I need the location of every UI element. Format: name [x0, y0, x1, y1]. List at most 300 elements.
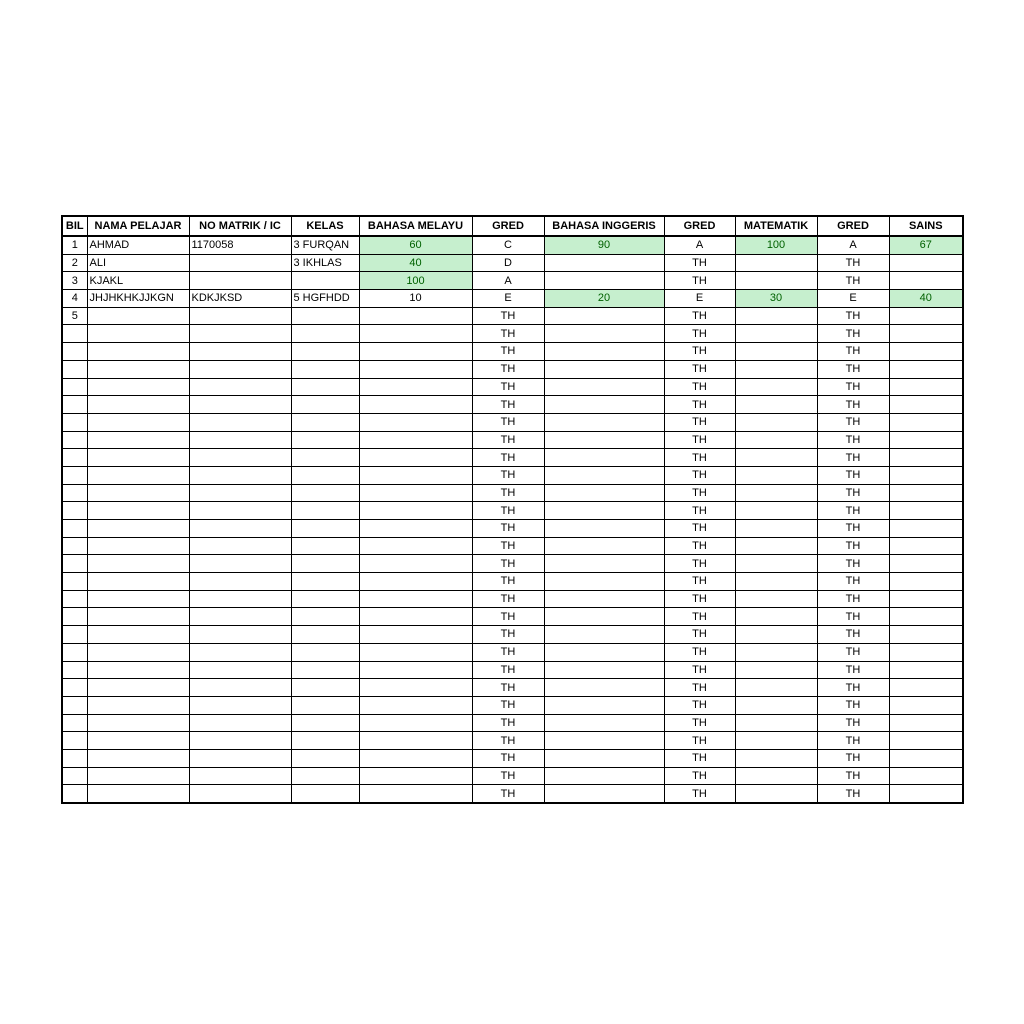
cell-bahasa-inggeris[interactable] — [544, 413, 664, 431]
cell-gred-mt[interactable]: TH — [817, 537, 889, 555]
cell-gred-bi[interactable]: TH — [664, 767, 735, 785]
cell-bahasa-melayu[interactable] — [359, 378, 472, 396]
cell-nama-pelajar[interactable] — [87, 749, 189, 767]
cell-kelas[interactable] — [291, 626, 359, 644]
cell-matematik[interactable] — [735, 449, 817, 467]
cell-sains[interactable]: 67 — [889, 236, 963, 254]
cell-bil[interactable] — [62, 749, 87, 767]
cell-gred-bi[interactable]: TH — [664, 431, 735, 449]
cell-gred-bi[interactable]: TH — [664, 785, 735, 803]
cell-bil[interactable] — [62, 396, 87, 414]
cell-kelas[interactable]: 5 HGFHDD — [291, 290, 359, 308]
cell-gred-bi[interactable]: E — [664, 290, 735, 308]
cell-gred-bi[interactable]: TH — [664, 696, 735, 714]
cell-bahasa-inggeris[interactable] — [544, 325, 664, 343]
cell-gred-bm[interactable]: TH — [472, 714, 544, 732]
cell-gred-bm[interactable]: TH — [472, 785, 544, 803]
cell-gred-bm[interactable]: TH — [472, 608, 544, 626]
cell-bahasa-inggeris[interactable] — [544, 484, 664, 502]
cell-bil[interactable] — [62, 520, 87, 538]
cell-matematik[interactable] — [735, 555, 817, 573]
cell-gred-bi[interactable]: TH — [664, 254, 735, 272]
cell-gred-mt[interactable]: TH — [817, 484, 889, 502]
cell-gred-mt[interactable]: TH — [817, 643, 889, 661]
cell-matematik[interactable] — [735, 590, 817, 608]
cell-kelas[interactable] — [291, 484, 359, 502]
cell-kelas[interactable] — [291, 520, 359, 538]
cell-bahasa-inggeris[interactable] — [544, 360, 664, 378]
cell-matematik[interactable] — [735, 537, 817, 555]
cell-no-matrik[interactable] — [189, 325, 291, 343]
cell-gred-bm[interactable]: TH — [472, 626, 544, 644]
cell-bahasa-melayu[interactable]: 40 — [359, 254, 472, 272]
cell-gred-bi[interactable]: TH — [664, 502, 735, 520]
cell-bahasa-melayu[interactable] — [359, 502, 472, 520]
cell-bahasa-inggeris[interactable] — [544, 254, 664, 272]
cell-bahasa-inggeris[interactable] — [544, 537, 664, 555]
cell-bil[interactable] — [62, 661, 87, 679]
cell-nama-pelajar[interactable] — [87, 520, 189, 538]
cell-gred-mt[interactable]: TH — [817, 714, 889, 732]
cell-no-matrik[interactable]: KDKJKSD — [189, 290, 291, 308]
cell-bil[interactable] — [62, 378, 87, 396]
cell-bahasa-inggeris[interactable] — [544, 679, 664, 697]
cell-no-matrik[interactable] — [189, 520, 291, 538]
cell-nama-pelajar[interactable]: ALI — [87, 254, 189, 272]
cell-gred-mt[interactable]: TH — [817, 396, 889, 414]
cell-bil[interactable] — [62, 608, 87, 626]
cell-gred-bm[interactable]: TH — [472, 325, 544, 343]
cell-kelas[interactable] — [291, 413, 359, 431]
cell-bahasa-melayu[interactable] — [359, 360, 472, 378]
cell-no-matrik[interactable] — [189, 431, 291, 449]
cell-nama-pelajar[interactable] — [87, 608, 189, 626]
cell-kelas[interactable] — [291, 696, 359, 714]
cell-kelas[interactable] — [291, 360, 359, 378]
cell-nama-pelajar[interactable] — [87, 307, 189, 325]
cell-kelas[interactable] — [291, 466, 359, 484]
cell-gred-mt[interactable]: TH — [817, 413, 889, 431]
cell-gred-mt[interactable]: TH — [817, 520, 889, 538]
cell-no-matrik[interactable] — [189, 714, 291, 732]
cell-gred-bm[interactable]: TH — [472, 484, 544, 502]
cell-gred-mt[interactable]: TH — [817, 749, 889, 767]
cell-matematik[interactable] — [735, 767, 817, 785]
cell-bahasa-inggeris[interactable] — [544, 307, 664, 325]
cell-gred-bi[interactable]: TH — [664, 643, 735, 661]
cell-matematik[interactable] — [735, 732, 817, 750]
cell-bahasa-melayu[interactable] — [359, 537, 472, 555]
cell-bahasa-inggeris[interactable] — [544, 590, 664, 608]
cell-sains[interactable] — [889, 714, 963, 732]
cell-gred-bm[interactable]: TH — [472, 573, 544, 591]
cell-no-matrik[interactable] — [189, 449, 291, 467]
cell-gred-mt[interactable]: TH — [817, 360, 889, 378]
cell-matematik[interactable] — [735, 520, 817, 538]
cell-kelas[interactable] — [291, 608, 359, 626]
cell-nama-pelajar[interactable] — [87, 661, 189, 679]
cell-sains[interactable] — [889, 449, 963, 467]
cell-bahasa-melayu[interactable] — [359, 484, 472, 502]
cell-gred-bm[interactable]: TH — [472, 343, 544, 361]
cell-bil[interactable] — [62, 449, 87, 467]
cell-no-matrik[interactable] — [189, 785, 291, 803]
cell-gred-mt[interactable]: TH — [817, 449, 889, 467]
cell-no-matrik[interactable] — [189, 661, 291, 679]
cell-no-matrik[interactable] — [189, 484, 291, 502]
cell-bil[interactable]: 3 — [62, 272, 87, 290]
cell-gred-bm[interactable]: TH — [472, 767, 544, 785]
cell-gred-mt[interactable]: TH — [817, 431, 889, 449]
cell-no-matrik[interactable] — [189, 272, 291, 290]
cell-gred-bi[interactable]: TH — [664, 307, 735, 325]
cell-bahasa-melayu[interactable] — [359, 520, 472, 538]
cell-sains[interactable] — [889, 661, 963, 679]
cell-gred-mt[interactable]: TH — [817, 732, 889, 750]
cell-nama-pelajar[interactable]: JHJHKHKJJKGN — [87, 290, 189, 308]
cell-gred-bm[interactable]: TH — [472, 396, 544, 414]
cell-gred-bi[interactable]: TH — [664, 378, 735, 396]
cell-no-matrik[interactable] — [189, 696, 291, 714]
cell-matematik[interactable] — [735, 272, 817, 290]
cell-nama-pelajar[interactable] — [87, 484, 189, 502]
cell-nama-pelajar[interactable] — [87, 325, 189, 343]
cell-gred-bm[interactable]: TH — [472, 449, 544, 467]
cell-matematik[interactable] — [735, 325, 817, 343]
cell-gred-bm[interactable]: TH — [472, 679, 544, 697]
cell-nama-pelajar[interactable] — [87, 573, 189, 591]
cell-no-matrik[interactable] — [189, 608, 291, 626]
cell-bahasa-melayu[interactable] — [359, 343, 472, 361]
cell-bahasa-inggeris[interactable] — [544, 785, 664, 803]
cell-kelas[interactable] — [291, 307, 359, 325]
cell-bahasa-melayu[interactable] — [359, 714, 472, 732]
cell-gred-bi[interactable]: TH — [664, 396, 735, 414]
cell-bahasa-melayu[interactable] — [359, 767, 472, 785]
cell-gred-bi[interactable]: TH — [664, 555, 735, 573]
cell-matematik[interactable] — [735, 254, 817, 272]
cell-nama-pelajar[interactable] — [87, 696, 189, 714]
cell-no-matrik[interactable] — [189, 466, 291, 484]
cell-matematik[interactable] — [735, 661, 817, 679]
cell-gred-bi[interactable]: TH — [664, 466, 735, 484]
cell-nama-pelajar[interactable] — [87, 396, 189, 414]
cell-gred-bm[interactable]: TH — [472, 520, 544, 538]
cell-matematik[interactable] — [735, 396, 817, 414]
cell-bil[interactable] — [62, 502, 87, 520]
cell-sains[interactable] — [889, 643, 963, 661]
cell-gred-bi[interactable]: TH — [664, 732, 735, 750]
cell-bil[interactable] — [62, 466, 87, 484]
cell-nama-pelajar[interactable] — [87, 449, 189, 467]
cell-kelas[interactable] — [291, 749, 359, 767]
cell-sains[interactable] — [889, 537, 963, 555]
cell-gred-mt[interactable]: TH — [817, 590, 889, 608]
cell-sains[interactable] — [889, 360, 963, 378]
cell-gred-bi[interactable]: TH — [664, 590, 735, 608]
cell-sains[interactable] — [889, 679, 963, 697]
cell-bahasa-inggeris[interactable] — [544, 749, 664, 767]
cell-nama-pelajar[interactable] — [87, 767, 189, 785]
cell-gred-bi[interactable]: TH — [664, 360, 735, 378]
cell-gred-mt[interactable]: TH — [817, 661, 889, 679]
cell-bil[interactable] — [62, 590, 87, 608]
cell-gred-mt[interactable]: TH — [817, 608, 889, 626]
cell-no-matrik[interactable] — [189, 732, 291, 750]
cell-gred-bm[interactable]: TH — [472, 431, 544, 449]
cell-bahasa-melayu[interactable] — [359, 785, 472, 803]
cell-bahasa-melayu[interactable]: 100 — [359, 272, 472, 290]
cell-gred-mt[interactable]: TH — [817, 378, 889, 396]
cell-gred-bm[interactable]: TH — [472, 307, 544, 325]
cell-sains[interactable] — [889, 307, 963, 325]
cell-matematik[interactable] — [735, 749, 817, 767]
cell-gred-mt[interactable]: TH — [817, 626, 889, 644]
cell-nama-pelajar[interactable] — [87, 343, 189, 361]
cell-bil[interactable] — [62, 360, 87, 378]
cell-matematik[interactable] — [735, 679, 817, 697]
cell-kelas[interactable] — [291, 679, 359, 697]
cell-bahasa-inggeris[interactable] — [544, 714, 664, 732]
cell-bil[interactable] — [62, 573, 87, 591]
cell-bil[interactable] — [62, 767, 87, 785]
cell-bahasa-inggeris[interactable] — [544, 661, 664, 679]
cell-nama-pelajar[interactable] — [87, 502, 189, 520]
cell-bil[interactable] — [62, 325, 87, 343]
cell-gred-bm[interactable]: TH — [472, 360, 544, 378]
cell-nama-pelajar[interactable] — [87, 679, 189, 697]
cell-gred-bm[interactable]: TH — [472, 537, 544, 555]
cell-bil[interactable]: 2 — [62, 254, 87, 272]
cell-no-matrik[interactable] — [189, 307, 291, 325]
cell-matematik[interactable] — [735, 378, 817, 396]
cell-gred-bi[interactable]: TH — [664, 661, 735, 679]
cell-kelas[interactable] — [291, 732, 359, 750]
cell-bahasa-inggeris[interactable] — [544, 626, 664, 644]
cell-kelas[interactable] — [291, 643, 359, 661]
cell-matematik[interactable]: 30 — [735, 290, 817, 308]
cell-no-matrik[interactable] — [189, 378, 291, 396]
cell-gred-bi[interactable]: TH — [664, 325, 735, 343]
cell-sains[interactable] — [889, 590, 963, 608]
cell-gred-bm[interactable]: TH — [472, 643, 544, 661]
cell-no-matrik[interactable] — [189, 555, 291, 573]
cell-bahasa-melayu[interactable] — [359, 749, 472, 767]
cell-nama-pelajar[interactable] — [87, 413, 189, 431]
cell-bil[interactable] — [62, 732, 87, 750]
cell-matematik[interactable] — [735, 360, 817, 378]
cell-bil[interactable] — [62, 785, 87, 803]
cell-kelas[interactable] — [291, 449, 359, 467]
cell-bil[interactable] — [62, 696, 87, 714]
cell-kelas[interactable] — [291, 573, 359, 591]
cell-gred-bi[interactable]: TH — [664, 413, 735, 431]
cell-sains[interactable] — [889, 520, 963, 538]
cell-matematik[interactable] — [735, 643, 817, 661]
cell-nama-pelajar[interactable] — [87, 537, 189, 555]
cell-matematik[interactable] — [735, 626, 817, 644]
cell-no-matrik[interactable] — [189, 626, 291, 644]
cell-bahasa-melayu[interactable] — [359, 696, 472, 714]
cell-bahasa-inggeris[interactable] — [544, 573, 664, 591]
cell-kelas[interactable] — [291, 325, 359, 343]
cell-gred-mt[interactable]: TH — [817, 555, 889, 573]
cell-bahasa-inggeris[interactable] — [544, 608, 664, 626]
cell-bil[interactable] — [62, 484, 87, 502]
cell-bahasa-inggeris[interactable] — [544, 502, 664, 520]
cell-gred-mt[interactable]: TH — [817, 502, 889, 520]
cell-bahasa-melayu[interactable] — [359, 555, 472, 573]
cell-kelas[interactable] — [291, 378, 359, 396]
cell-bil[interactable]: 4 — [62, 290, 87, 308]
cell-kelas[interactable] — [291, 555, 359, 573]
cell-sains[interactable] — [889, 396, 963, 414]
cell-nama-pelajar[interactable] — [87, 643, 189, 661]
cell-kelas[interactable] — [291, 714, 359, 732]
cell-sains[interactable] — [889, 502, 963, 520]
cell-bahasa-inggeris[interactable] — [544, 272, 664, 290]
cell-kelas[interactable] — [291, 272, 359, 290]
cell-nama-pelajar[interactable]: KJAKL — [87, 272, 189, 290]
cell-kelas[interactable] — [291, 431, 359, 449]
cell-gred-bi[interactable]: TH — [664, 449, 735, 467]
cell-gred-bm[interactable]: E — [472, 290, 544, 308]
cell-gred-bm[interactable]: TH — [472, 732, 544, 750]
cell-matematik[interactable] — [735, 608, 817, 626]
cell-matematik[interactable] — [735, 307, 817, 325]
cell-gred-mt[interactable]: TH — [817, 325, 889, 343]
cell-nama-pelajar[interactable] — [87, 626, 189, 644]
cell-gred-mt[interactable]: TH — [817, 679, 889, 697]
cell-bahasa-melayu[interactable]: 10 — [359, 290, 472, 308]
cell-bil[interactable]: 1 — [62, 236, 87, 254]
cell-sains[interactable] — [889, 608, 963, 626]
cell-gred-bm[interactable]: TH — [472, 466, 544, 484]
cell-gred-bm[interactable]: TH — [472, 590, 544, 608]
cell-no-matrik[interactable] — [189, 573, 291, 591]
cell-gred-mt[interactable]: TH — [817, 307, 889, 325]
cell-gred-mt[interactable]: TH — [817, 254, 889, 272]
cell-matematik[interactable] — [735, 431, 817, 449]
cell-sains[interactable] — [889, 732, 963, 750]
cell-gred-mt[interactable]: TH — [817, 272, 889, 290]
cell-gred-bm[interactable]: TH — [472, 696, 544, 714]
cell-matematik[interactable]: 100 — [735, 236, 817, 254]
cell-bil[interactable] — [62, 555, 87, 573]
cell-gred-mt[interactable]: A — [817, 236, 889, 254]
cell-no-matrik[interactable] — [189, 343, 291, 361]
cell-sains[interactable] — [889, 626, 963, 644]
cell-nama-pelajar[interactable] — [87, 431, 189, 449]
cell-matematik[interactable] — [735, 413, 817, 431]
cell-nama-pelajar[interactable] — [87, 785, 189, 803]
cell-gred-bm[interactable]: TH — [472, 749, 544, 767]
cell-sains[interactable]: 40 — [889, 290, 963, 308]
cell-gred-mt[interactable]: TH — [817, 696, 889, 714]
cell-gred-mt[interactable]: TH — [817, 343, 889, 361]
cell-gred-mt[interactable]: TH — [817, 767, 889, 785]
cell-bahasa-inggeris[interactable] — [544, 343, 664, 361]
cell-sains[interactable] — [889, 413, 963, 431]
cell-matematik[interactable] — [735, 696, 817, 714]
cell-matematik[interactable] — [735, 785, 817, 803]
cell-gred-bi[interactable]: TH — [664, 679, 735, 697]
cell-gred-bi[interactable]: TH — [664, 714, 735, 732]
cell-bahasa-melayu[interactable] — [359, 573, 472, 591]
cell-sains[interactable] — [889, 555, 963, 573]
cell-matematik[interactable] — [735, 484, 817, 502]
cell-sains[interactable] — [889, 325, 963, 343]
cell-kelas[interactable] — [291, 785, 359, 803]
cell-bahasa-melayu[interactable] — [359, 626, 472, 644]
cell-no-matrik[interactable]: 1170058 — [189, 236, 291, 254]
cell-nama-pelajar[interactable] — [87, 466, 189, 484]
cell-nama-pelajar[interactable] — [87, 732, 189, 750]
cell-sains[interactable] — [889, 466, 963, 484]
cell-gred-bi[interactable]: TH — [664, 520, 735, 538]
cell-gred-bi[interactable]: TH — [664, 343, 735, 361]
cell-no-matrik[interactable] — [189, 396, 291, 414]
cell-no-matrik[interactable] — [189, 643, 291, 661]
cell-bil[interactable] — [62, 714, 87, 732]
cell-gred-bi[interactable]: TH — [664, 573, 735, 591]
cell-bahasa-melayu[interactable] — [359, 413, 472, 431]
cell-sains[interactable] — [889, 573, 963, 591]
cell-bil[interactable] — [62, 343, 87, 361]
cell-bahasa-inggeris[interactable]: 20 — [544, 290, 664, 308]
cell-bahasa-melayu[interactable] — [359, 449, 472, 467]
cell-gred-bm[interactable]: TH — [472, 502, 544, 520]
cell-bahasa-melayu[interactable] — [359, 466, 472, 484]
cell-bahasa-inggeris[interactable] — [544, 378, 664, 396]
cell-bahasa-inggeris[interactable] — [544, 643, 664, 661]
cell-no-matrik[interactable] — [189, 749, 291, 767]
cell-bahasa-inggeris[interactable] — [544, 466, 664, 484]
cell-bil[interactable] — [62, 537, 87, 555]
cell-bahasa-melayu[interactable] — [359, 590, 472, 608]
cell-sains[interactable] — [889, 272, 963, 290]
cell-matematik[interactable] — [735, 714, 817, 732]
cell-sains[interactable] — [889, 749, 963, 767]
cell-sains[interactable] — [889, 696, 963, 714]
cell-sains[interactable] — [889, 254, 963, 272]
cell-no-matrik[interactable] — [189, 502, 291, 520]
cell-gred-mt[interactable]: TH — [817, 785, 889, 803]
cell-sains[interactable] — [889, 767, 963, 785]
cell-sains[interactable] — [889, 785, 963, 803]
cell-nama-pelajar[interactable] — [87, 555, 189, 573]
cell-bahasa-melayu[interactable] — [359, 679, 472, 697]
cell-matematik[interactable] — [735, 343, 817, 361]
cell-sains[interactable] — [889, 431, 963, 449]
cell-kelas[interactable] — [291, 343, 359, 361]
cell-bahasa-melayu[interactable] — [359, 661, 472, 679]
cell-matematik[interactable] — [735, 466, 817, 484]
cell-bahasa-inggeris[interactable] — [544, 696, 664, 714]
cell-bil[interactable] — [62, 643, 87, 661]
cell-no-matrik[interactable] — [189, 590, 291, 608]
cell-nama-pelajar[interactable] — [87, 378, 189, 396]
cell-kelas[interactable] — [291, 396, 359, 414]
cell-gred-bm[interactable]: C — [472, 236, 544, 254]
cell-gred-bm[interactable]: D — [472, 254, 544, 272]
cell-bahasa-inggeris[interactable] — [544, 449, 664, 467]
cell-matematik[interactable] — [735, 573, 817, 591]
cell-bahasa-melayu[interactable] — [359, 325, 472, 343]
cell-nama-pelajar[interactable] — [87, 360, 189, 378]
cell-kelas[interactable] — [291, 661, 359, 679]
cell-matematik[interactable] — [735, 502, 817, 520]
